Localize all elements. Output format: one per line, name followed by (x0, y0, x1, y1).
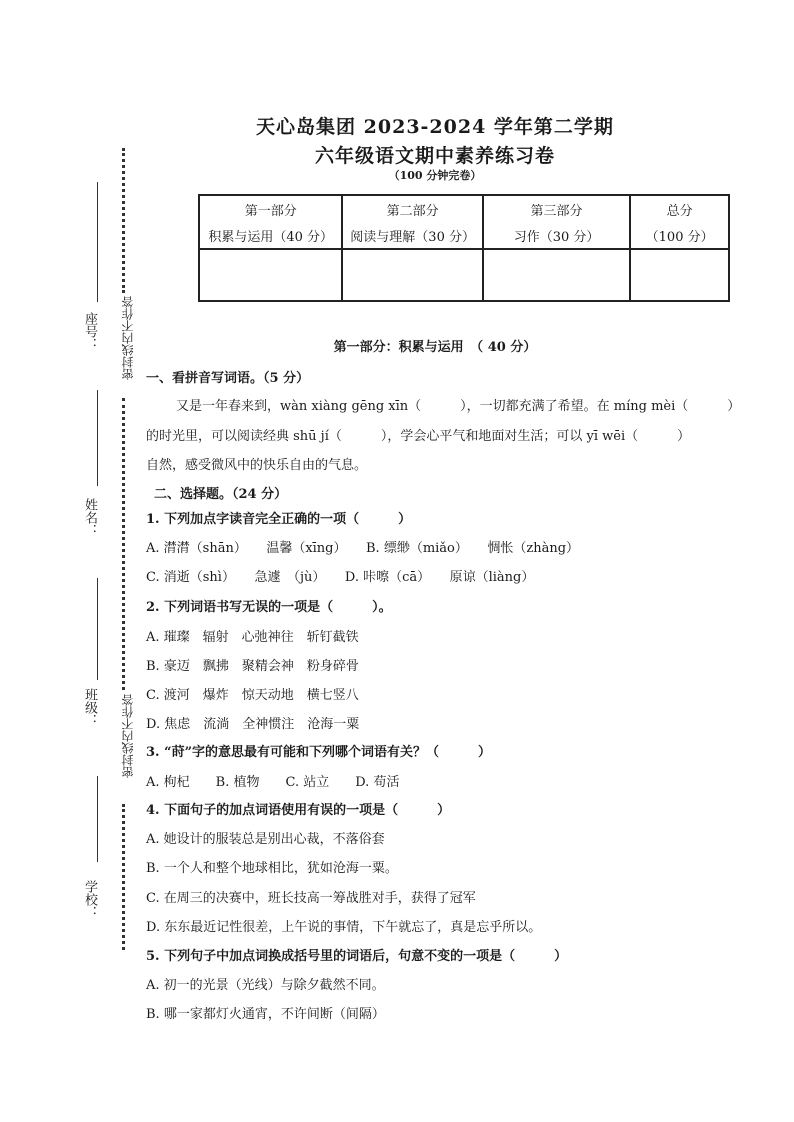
score-cell-part2[interactable] (342, 249, 482, 301)
score-cell-part1[interactable] (199, 249, 342, 301)
q2-2-option-b: B. 豪迈 飘拂 聚精会神 粉身碎骨 (146, 659, 359, 674)
q2-1-options-row1: A. 潸潸（shān） 温馨（xīng） B. 缥缈（miǎo） 惆怅（zhàng） (146, 541, 580, 556)
exam-duration: （100 分钟完卷） (388, 169, 482, 182)
seat-label: 座号： (82, 312, 97, 351)
q2-3-stem: 3. “莳”字的意思最有可能和下列哪个词语有关？（ ） (146, 745, 492, 760)
q2-2-option-c: C. 渡河 爆炸 惊天动地 横七竖八 (146, 688, 359, 703)
score-header-total: 总分 (630, 195, 729, 222)
q2-heading: 二、选择题。（24 分） (154, 487, 288, 502)
q2-4-stem: 4. 下面句子的加点词语使用有误的一项是（ ） (146, 803, 451, 818)
q2-5-stem: 5. 下列句子中加点词换成括号里的词语后，句意不变的一项是（ ） (146, 949, 568, 964)
q2-1-stem: 1. 下列加点字读音完全正确的一项（ ） (146, 512, 412, 527)
q2-5-option-b: B. 哪一家都灯火通宵，不许间断（间隔） (146, 1007, 385, 1022)
score-subheader-part1: 积累与运用（40 分） (199, 222, 342, 249)
q2-1-options-row2: C. 消逝（shì） 急遽 （jù） D. 咔嚓（cā） 原谅（liàng） (146, 570, 535, 585)
q2-3-options: A. 枸杞 B. 植物 C. 站立 D. 苟活 (146, 775, 400, 790)
score-cell-total[interactable] (630, 249, 729, 301)
school-line (97, 776, 98, 862)
score-header-part1: 第一部分 (199, 195, 342, 222)
part1-title: 第一部分：积累与运用 （ 40 分） (333, 340, 537, 355)
q1-line2: 的时光里，可以阅读经典 shū jí（ ），学会心平气和地面对生活；可以 yī wēi（ ） (146, 429, 691, 444)
q2-4-option-b: B. 一个人和整个地球相比，犹如沧海一粟。 (146, 861, 398, 876)
score-header-part3: 第三部分 (483, 195, 630, 222)
score-table (198, 194, 730, 302)
name-label: 姓名： (82, 498, 97, 537)
score-subheader-total: （100 分） (630, 222, 729, 249)
seal-dotted-line-middle (122, 398, 125, 690)
q1-line1: 又是一年春来到，wàn xiàng gēng xīn（ ），一切都充满了希望。在 míng mèi（ ） (176, 399, 741, 414)
score-subheader-part3: 习作（30 分） (483, 222, 630, 249)
class-line (97, 578, 98, 680)
q2-2-option-d: D. 焦虑 流淌 全神惯注 沧海一粟 (146, 717, 360, 732)
name-line (97, 390, 98, 486)
seal-dotted-line-top (122, 148, 125, 293)
seal-note-top: 密封线内不作答 (121, 296, 135, 380)
exam-title-line2: 六年级语文期中素养练习卷 (314, 145, 555, 167)
q1-line3: 自然，感受微风中的快乐自由的气息。 (146, 458, 368, 473)
score-header-part2: 第二部分 (342, 195, 482, 222)
score-subheader-part2: 阅读与理解（30 分） (342, 222, 482, 249)
q2-5-option-a: A. 初一的光景（光线）与除夕截然不同。 (146, 978, 385, 993)
q2-4-option-d: D. 东东最近记性很差，上午说的事情，下午就忘了，真是忘乎所以。 (146, 920, 542, 935)
q2-4-option-c: C. 在周三的决赛中，班长技高一筹战胜对手，获得了冠军 (146, 891, 476, 906)
seat-line (97, 182, 98, 302)
q1-heading: 一、看拼音写词语。（5 分） (146, 371, 310, 386)
q2-2-option-a: A. 璀璨 辐射 心弛神往 斩钉截铁 (146, 630, 359, 645)
q2-4-option-a: A. 她设计的服装总是别出心裁，不落俗套 (146, 832, 385, 847)
score-cell-part3[interactable] (483, 249, 630, 301)
seal-note-bottom: 密封线内不作答 (121, 694, 135, 778)
class-label: 班级： (82, 688, 97, 727)
seal-dotted-line-bottom (122, 804, 125, 950)
school-label: 学校： (82, 880, 97, 919)
exam-title-line1: 天心岛集团 2023-2024 学年第二学期 (256, 116, 614, 138)
q2-2-stem: 2. 下列词语书写无误的一项是（ ）。 (146, 600, 392, 615)
